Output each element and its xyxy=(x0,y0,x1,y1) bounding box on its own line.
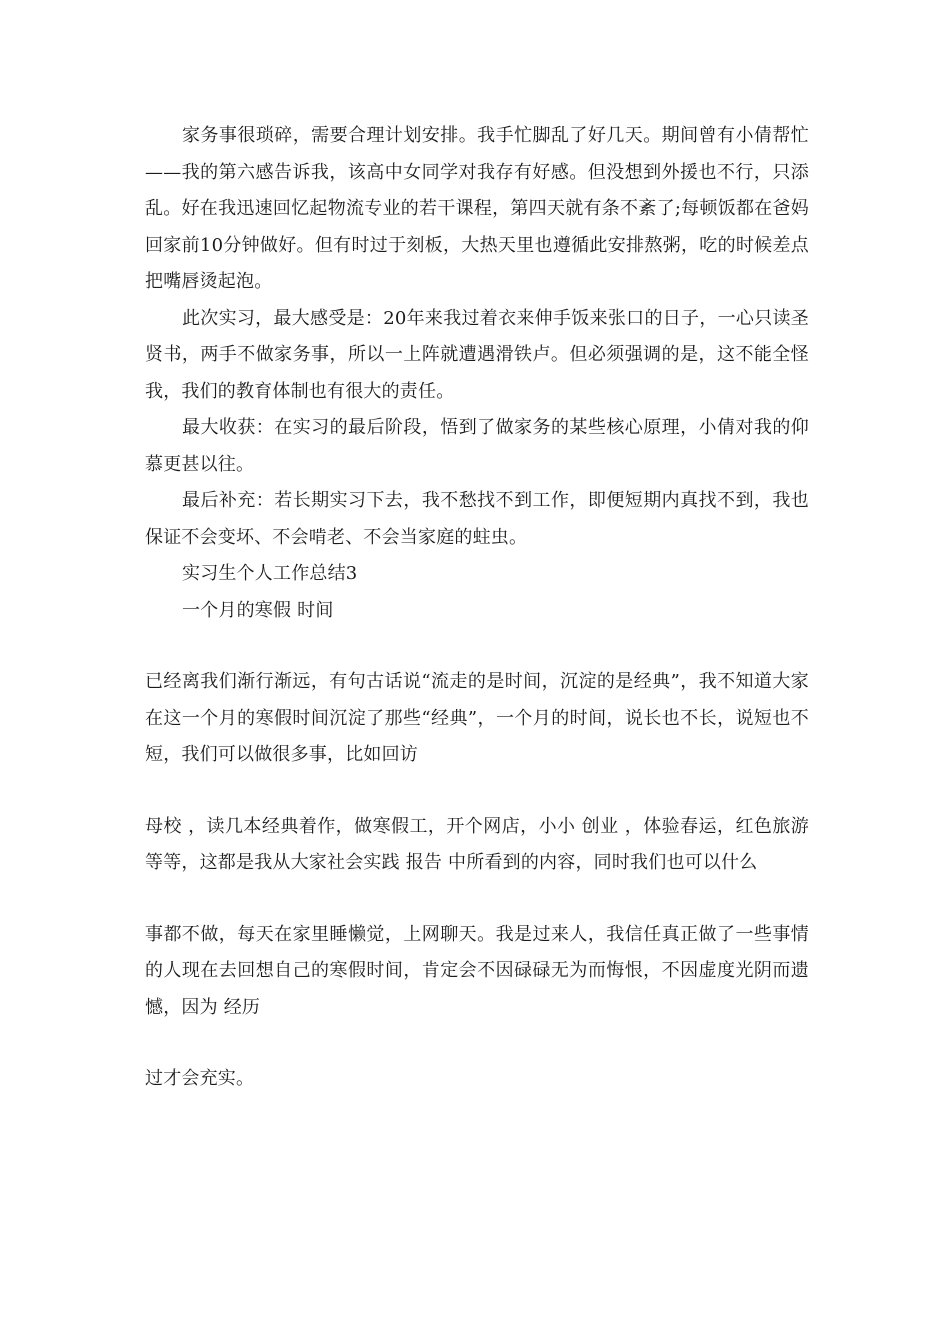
paragraph-housework: 家务事很琐碎，需要合理计划安排。我手忙脚乱了好几天。期间曾有小倩帮忙——我的第六感告诉我，该高中女同学对我存有好感。但没想到外援也不行，只添乱。好在我迅速回忆起物流专业的若干课程，第四天就有条不紊了;每顿饭都在爸妈回家前10分钟做好。但有时过于刻板，大热天里也遵循此安排熬粥，吃的时候差点把嘴唇烫起泡。 xyxy=(145,125,809,292)
paragraph-final-note: 最后补充：若长期实习下去，我不愁找不到工作，即便短期内真找不到，我也保证不会变坏、不会啃老、不会当家庭的蛀虫。 xyxy=(145,490,809,548)
paragraph-winter-break-1: 已经离我们渐行渐远，有句古话说“流走的是时间，沉淀的是经典”，我不知道大家在这一个月的寒假时间沉淀了那些“经典”，一个月的时间，说长也不长，说短也不短，我们可以做很多事，比如回访 xyxy=(145,671,809,765)
paragraph-winter-break-4: 过才会充实。 xyxy=(145,1068,255,1089)
section-heading: 实习生个人工作总结3 xyxy=(182,563,358,584)
paragraph-winter-break-2: 母校 ，读几本经典着作，做寒假工，开个网店，小小 创业 ，体验春运，红色旅游 等等，这都是我从大家社会实践 报告 中所看到的内容，同时我们也可以什么 xyxy=(145,815,809,873)
paragraph-biggest-gain: 最大收获：在实习的最后阶段，悟到了做家务的某些核心原理，小倩对我的仰慕更甚以往。 xyxy=(145,417,809,475)
paragraph-winter-break-3: 事都不做，每天在家里睡懒觉，上网聊天。我是过来人，我信任真正做了一些事情的人现在去回想自己的寒假时间，肯定会不因碌碌无为而悔恨，不因虚度光阴而遗憾，因为 经历 xyxy=(145,923,809,1018)
paragraph-biggest-feeling: 此次实习，最大感受是：20年来我过着衣来伸手饭来张口的日子，一心只读圣贤书，两手不做家务事，所以一上阵就遭遇滑铁卢。但必须强调的是，这不能全怪我，我们的教育体制也有很大的责任。 xyxy=(145,307,809,402)
document-body xyxy=(145,118,809,1098)
paragraph-winter-break-intro: 一个月的寒假 时间 xyxy=(182,599,334,621)
